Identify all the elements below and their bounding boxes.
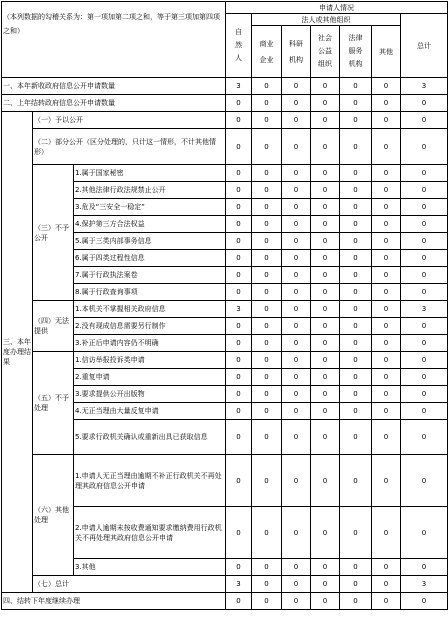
value-cell: 0: [311, 352, 340, 369]
section-label: 三、本年度办理结果: [2, 112, 33, 593]
value-cell: 0: [311, 559, 340, 576]
value-cell: 0: [311, 593, 340, 610]
value-cell: 0: [282, 369, 311, 386]
value-cell: 0: [252, 403, 282, 420]
value-cell: 3: [401, 301, 448, 318]
value-cell: 0: [226, 216, 252, 233]
value-cell: 0: [340, 95, 372, 112]
value-cell: 0: [372, 250, 401, 267]
value-cell: 0: [282, 335, 311, 352]
value-cell: 0: [401, 386, 448, 403]
value-cell: 3: [226, 576, 252, 593]
value-cell: 0: [372, 420, 401, 455]
value-cell: 0: [372, 199, 401, 216]
value-cell: 0: [282, 250, 311, 267]
value-cell: 0: [372, 593, 401, 610]
row-label: 2.其他法律行政法规禁止公开: [74, 182, 226, 199]
table-row: [2, 112, 448, 129]
value-cell: 0: [252, 233, 282, 250]
row-label: 一、本年新收政府信息公开申请数量: [2, 78, 226, 95]
value-cell: 0: [401, 369, 448, 386]
value-cell: 0: [372, 301, 401, 318]
value-cell: 0: [282, 403, 311, 420]
value-cell: 0: [252, 420, 282, 455]
value-cell: 0: [311, 576, 340, 593]
value-cell: 0: [252, 250, 282, 267]
value-cell: 0: [252, 267, 282, 284]
value-cell: 0: [252, 369, 282, 386]
value-cell: 0: [311, 267, 340, 284]
value-cell: 0: [252, 112, 282, 129]
value-cell: 0: [401, 199, 448, 216]
value-cell: 0: [252, 507, 282, 559]
value-cell: 0: [282, 318, 311, 335]
value-cell: 0: [401, 593, 448, 610]
value-cell: 0: [226, 420, 252, 455]
value-cell: 0: [282, 507, 311, 559]
row-label: 3.其他: [74, 559, 226, 576]
value-cell: 0: [311, 335, 340, 352]
row-label: 1.申请人无正当理由逾期不补正行政机关不再处理其政府信息公开申请: [74, 455, 226, 507]
value-cell: 0: [401, 250, 448, 267]
value-cell: 0: [282, 455, 311, 507]
value-cell: 0: [311, 284, 340, 301]
value-cell: 0: [311, 369, 340, 386]
row-label: 4.保护第三方合法权益: [74, 216, 226, 233]
value-cell: 0: [252, 95, 282, 112]
value-cell: 0: [226, 455, 252, 507]
value-cell: 0: [401, 129, 448, 165]
value-cell: 0: [282, 78, 311, 95]
value-cell: 0: [226, 129, 252, 165]
row-label: 2.重复申请: [74, 369, 226, 386]
row-label: 3.补正后申请内容仍不明确: [74, 335, 226, 352]
table-row: [2, 301, 448, 318]
value-cell: 0: [282, 386, 311, 403]
value-cell: 0: [372, 112, 401, 129]
value-cell: 0: [226, 284, 252, 301]
value-cell: 0: [340, 284, 372, 301]
value-cell: 0: [401, 233, 448, 250]
value-cell: 0: [401, 352, 448, 369]
value-cell: 0: [401, 403, 448, 420]
row-label: 3.危及“三安全一稳定”: [74, 199, 226, 216]
social-welfare-header: 社会公益组织: [311, 26, 340, 78]
value-cell: 0: [340, 233, 372, 250]
value-cell: 0: [311, 507, 340, 559]
value-cell: 0: [282, 182, 311, 199]
value-cell: 0: [252, 78, 282, 95]
total-header: 总计: [401, 14, 448, 78]
value-cell: 0: [226, 507, 252, 559]
value-cell: 0: [401, 420, 448, 455]
row-label: （一）予以公开: [33, 112, 226, 129]
value-cell: 0: [226, 233, 252, 250]
value-cell: 0: [226, 267, 252, 284]
value-cell: 0: [372, 78, 401, 95]
value-cell: 0: [340, 352, 372, 369]
value-cell: 0: [340, 129, 372, 165]
value-cell: 0: [226, 559, 252, 576]
row-label: 二、上年结转政府信息公开申请数量: [2, 95, 226, 112]
value-cell: 0: [311, 112, 340, 129]
value-cell: 0: [282, 165, 311, 182]
row-label: （七）总计: [33, 576, 226, 593]
value-cell: 0: [226, 403, 252, 420]
value-cell: 0: [372, 335, 401, 352]
value-cell: 0: [311, 318, 340, 335]
value-cell: 0: [252, 318, 282, 335]
row-label: 3.要求提供公开出版物: [74, 386, 226, 403]
value-cell: 0: [372, 507, 401, 559]
value-cell: 0: [372, 216, 401, 233]
value-cell: 0: [401, 455, 448, 507]
value-cell: 0: [401, 165, 448, 182]
value-cell: 0: [226, 335, 252, 352]
value-cell: 0: [311, 420, 340, 455]
value-cell: 0: [282, 301, 311, 318]
value-cell: 0: [226, 165, 252, 182]
value-cell: 0: [282, 199, 311, 216]
value-cell: 0: [340, 386, 372, 403]
value-cell: 0: [340, 78, 372, 95]
value-cell: 0: [340, 369, 372, 386]
value-cell: 0: [226, 593, 252, 610]
value-cell: 0: [282, 216, 311, 233]
value-cell: 0: [226, 112, 252, 129]
value-cell: 0: [372, 576, 401, 593]
value-cell: 0: [372, 403, 401, 420]
table-row: [2, 165, 448, 182]
value-cell: 0: [226, 369, 252, 386]
natural-person-header: 自然人: [226, 14, 252, 78]
row-label: 2.申请人逾期未按收费通知要求缴纳费用行政机关不再处理其政府信息公开申请: [74, 507, 226, 559]
table-note: （本列数据的勾稽关系为：第一项加第二项之和，等于第三项加第四项之和）: [2, 2, 226, 78]
value-cell: 0: [372, 386, 401, 403]
value-cell: 0: [282, 95, 311, 112]
table-row: [2, 129, 448, 165]
value-cell: 0: [340, 199, 372, 216]
value-cell: 0: [282, 267, 311, 284]
value-cell: 0: [252, 386, 282, 403]
value-cell: 0: [372, 559, 401, 576]
value-cell: 0: [252, 284, 282, 301]
value-cell: 0: [311, 216, 340, 233]
value-cell: 0: [282, 284, 311, 301]
value-cell: 0: [311, 165, 340, 182]
value-cell: 0: [340, 576, 372, 593]
value-cell: 0: [282, 129, 311, 165]
value-cell: 0: [252, 129, 282, 165]
value-cell: 0: [226, 95, 252, 112]
value-cell: 0: [252, 199, 282, 216]
row-label: 5.属于三类内部事务信息: [74, 233, 226, 250]
value-cell: 0: [252, 182, 282, 199]
table-row: [2, 78, 448, 95]
value-cell: 0: [401, 335, 448, 352]
commercial-header: 商业企业: [252, 26, 282, 78]
value-cell: 0: [401, 216, 448, 233]
table-row: [2, 576, 448, 593]
value-cell: 0: [340, 318, 372, 335]
value-cell: 0: [340, 182, 372, 199]
applicant-status-header: 申请人情况: [226, 2, 448, 14]
value-cell: 0: [252, 576, 282, 593]
group-label: （六）其他处理: [33, 455, 74, 576]
other-header: 其他: [372, 26, 401, 78]
value-cell: 0: [372, 165, 401, 182]
value-cell: 0: [226, 352, 252, 369]
value-cell: 0: [311, 250, 340, 267]
value-cell: 0: [252, 335, 282, 352]
value-cell: 0: [401, 182, 448, 199]
value-cell: 0: [340, 112, 372, 129]
value-cell: 0: [340, 593, 372, 610]
value-cell: 0: [372, 267, 401, 284]
value-cell: 0: [252, 455, 282, 507]
value-cell: 0: [226, 386, 252, 403]
value-cell: 0: [372, 95, 401, 112]
value-cell: 0: [311, 403, 340, 420]
value-cell: 0: [311, 95, 340, 112]
research-header: 科研机构: [282, 26, 311, 78]
row-label: 8.属于行政查询事项: [74, 284, 226, 301]
value-cell: 3: [226, 78, 252, 95]
legal-group-header: 法人或其他组织: [252, 14, 401, 26]
value-cell: 0: [282, 559, 311, 576]
value-cell: 0: [311, 199, 340, 216]
table-row: [2, 455, 448, 507]
value-cell: 3: [401, 78, 448, 95]
info-disclosure-table: [1, 1, 448, 610]
value-cell: 0: [252, 593, 282, 610]
value-cell: 0: [401, 559, 448, 576]
value-cell: 3: [226, 301, 252, 318]
value-cell: 0: [372, 284, 401, 301]
table-row: [2, 593, 448, 610]
value-cell: 0: [401, 95, 448, 112]
value-cell: 0: [372, 182, 401, 199]
row-label: 1.本机关不掌握相关政府信息: [74, 301, 226, 318]
value-cell: 0: [372, 318, 401, 335]
value-cell: 0: [311, 455, 340, 507]
value-cell: 0: [340, 216, 372, 233]
group-label: （三）不予公开: [33, 165, 74, 301]
value-cell: 0: [311, 386, 340, 403]
row-label: 4.无正当理由大量反复申请: [74, 403, 226, 420]
value-cell: 0: [311, 182, 340, 199]
value-cell: 0: [372, 233, 401, 250]
value-cell: 0: [252, 165, 282, 182]
value-cell: 0: [282, 233, 311, 250]
row-label: 四、结转下年度继续办理: [2, 593, 226, 610]
row-label: 1.信访举报投诉类申请: [74, 352, 226, 369]
value-cell: 0: [401, 267, 448, 284]
value-cell: 0: [311, 301, 340, 318]
value-cell: 0: [282, 420, 311, 455]
row-label: 5.要求行政机关确认或重新出具已获取信息: [74, 420, 226, 455]
row-label: 6.属于四类过程性信息: [74, 250, 226, 267]
value-cell: 0: [226, 250, 252, 267]
value-cell: 0: [340, 165, 372, 182]
value-cell: 0: [372, 129, 401, 165]
value-cell: 0: [372, 455, 401, 507]
value-cell: 0: [282, 352, 311, 369]
value-cell: 0: [252, 352, 282, 369]
value-cell: 0: [372, 352, 401, 369]
value-cell: 0: [401, 318, 448, 335]
row-label: 7.属于行政执法案卷: [74, 267, 226, 284]
value-cell: 0: [311, 129, 340, 165]
value-cell: 0: [226, 318, 252, 335]
value-cell: 0: [311, 78, 340, 95]
value-cell: 0: [340, 250, 372, 267]
value-cell: 0: [340, 267, 372, 284]
value-cell: 0: [311, 233, 340, 250]
value-cell: 0: [252, 559, 282, 576]
value-cell: 0: [401, 112, 448, 129]
group-label: （四）无法提供: [33, 301, 74, 352]
table-row: [2, 352, 448, 369]
group-label: （五）不予处理: [33, 352, 74, 455]
row-label: 2.没有现成信息需要另行制作: [74, 318, 226, 335]
value-cell: 0: [372, 369, 401, 386]
value-cell: 0: [226, 182, 252, 199]
value-cell: 0: [282, 593, 311, 610]
value-cell: 0: [340, 455, 372, 507]
value-cell: 0: [282, 112, 311, 129]
value-cell: 0: [252, 301, 282, 318]
row-label: 1.属于国家秘密: [74, 165, 226, 182]
value-cell: 0: [340, 507, 372, 559]
row-label: （二）部分公开（区分处理的，只计这一情形，不计其他情形）: [33, 129, 226, 165]
value-cell: 0: [340, 420, 372, 455]
legal-service-header: 法律服务机构: [340, 26, 372, 78]
value-cell: 0: [282, 576, 311, 593]
value-cell: 3: [401, 576, 448, 593]
value-cell: 0: [340, 403, 372, 420]
table-row: [2, 95, 448, 112]
value-cell: 0: [401, 507, 448, 559]
value-cell: 0: [226, 199, 252, 216]
value-cell: 0: [340, 335, 372, 352]
value-cell: 0: [252, 216, 282, 233]
value-cell: 0: [340, 301, 372, 318]
value-cell: 0: [401, 284, 448, 301]
value-cell: 0: [340, 559, 372, 576]
